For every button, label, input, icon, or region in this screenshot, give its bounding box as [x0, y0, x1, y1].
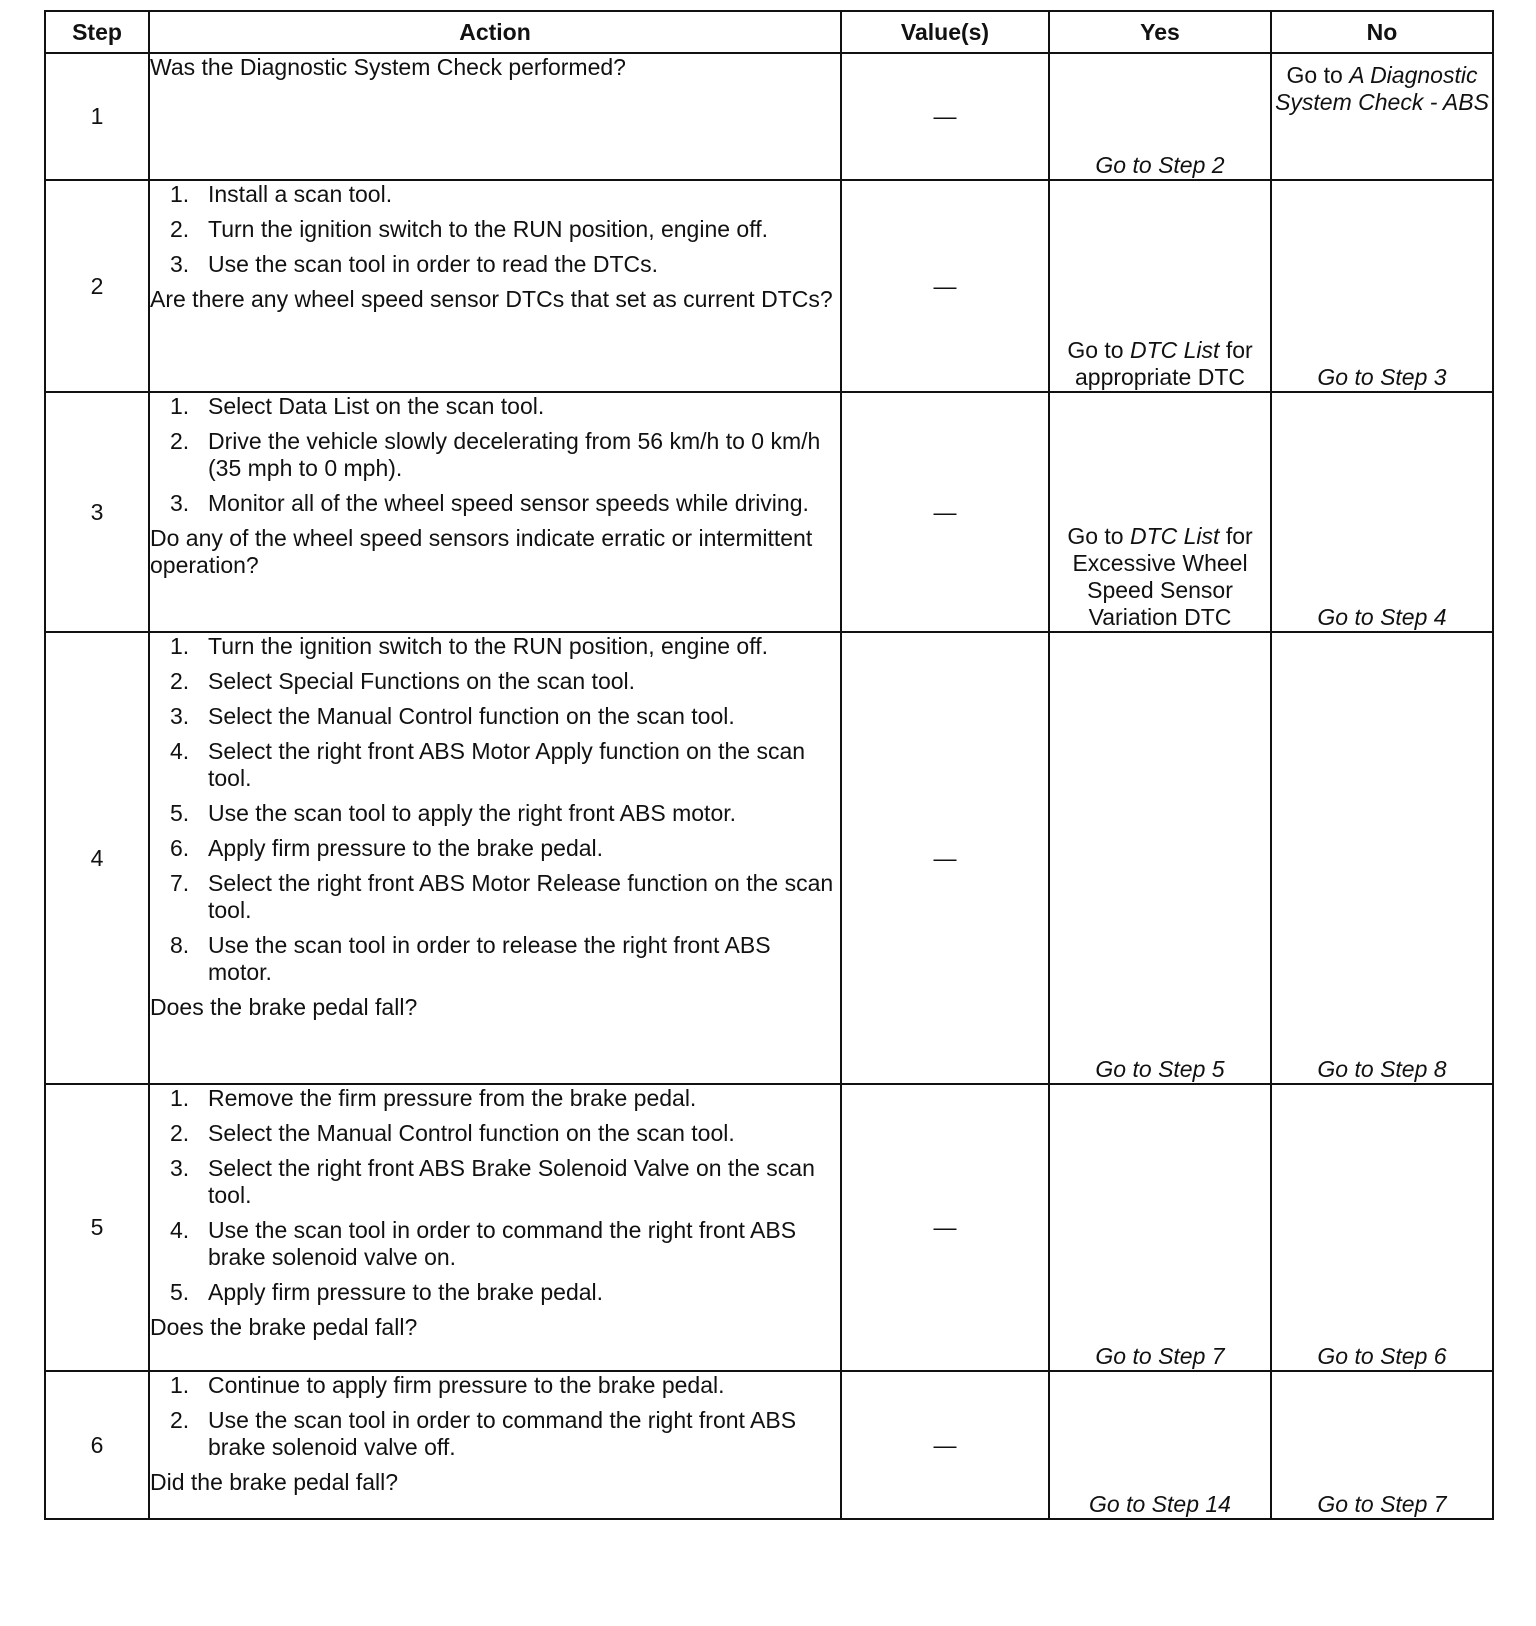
table-row: [45, 392, 1493, 632]
action-step-item: 4. Use the scan tool in order to command the right front ABS brake solenoid valve on.: [170, 1217, 797, 1270]
table-row: [45, 632, 1493, 1084]
header-action: Action: [149, 11, 841, 53]
no-prefix: Go to: [1286, 62, 1343, 88]
header-values: Value(s): [841, 11, 1049, 53]
yes-cell: [1049, 1371, 1271, 1519]
action-steps: [150, 181, 840, 278]
no-link[interactable]: Go to Step 7: [1317, 1491, 1447, 1517]
action-step-item: 2. Turn the ignition switch to the RUN position, engine off.: [170, 216, 768, 242]
no-link[interactable]: Go to Step 3: [1317, 364, 1447, 390]
no-cell: [1271, 1371, 1493, 1519]
header-no: No: [1271, 11, 1493, 53]
action-cell: [149, 632, 841, 1084]
yes-cell: [1049, 180, 1271, 392]
action-cell: [149, 1084, 841, 1371]
header-row: [45, 11, 1493, 53]
action-cell: [149, 53, 841, 180]
action-steps: [150, 393, 840, 517]
yes-suffix: for appropriate DTC: [1074, 337, 1253, 390]
yes-prefix: Go to: [1067, 523, 1124, 549]
action-step-item: 5. Apply firm pressure to the brake pedal.: [170, 1279, 604, 1305]
yes-link[interactable]: DTC List: [1129, 337, 1220, 363]
action-question: Did the brake pedal fall?: [150, 1469, 399, 1495]
no-link[interactable]: A Diagnostic System Check - ABS: [1275, 62, 1489, 115]
step-number: 4: [45, 632, 149, 1084]
header-yes: Yes: [1049, 11, 1271, 53]
no-cell: [1271, 180, 1493, 392]
action-cell: [149, 1371, 841, 1519]
action-step-item: 1. Select Data List on the scan tool.: [170, 393, 545, 419]
action-step-item: 2. Use the scan tool in order to command the right front ABS brake solenoid valve off.: [170, 1407, 797, 1460]
table-row: [45, 53, 1493, 180]
value-cell: —: [841, 1371, 1049, 1519]
diagnostic-table: [44, 10, 1494, 1520]
action-step-item: 2. Select the Manual Control function on the scan tool.: [170, 1120, 735, 1146]
action-question: Do any of the wheel speed sensors indicate erratic or intermittent operation?: [150, 525, 813, 578]
action-step-item: 1. Continue to apply firm pressure to the brake pedal.: [170, 1372, 725, 1398]
yes-link[interactable]: DTC List: [1129, 523, 1220, 549]
no-link[interactable]: Go to Step 4: [1317, 604, 1447, 630]
action-step-item: 4. Select the right front ABS Motor Apply function on the scan tool.: [170, 738, 806, 791]
table-row: [45, 1371, 1493, 1519]
yes-link[interactable]: Go to Step 2: [1095, 152, 1225, 178]
action-step-item: 1. Turn the ignition switch to the RUN position, engine off.: [170, 633, 768, 659]
action-question: Does the brake pedal fall?: [150, 1314, 418, 1340]
no-link[interactable]: Go to Step 6: [1317, 1343, 1447, 1369]
action-question: Are there any wheel speed sensor DTCs that set as current DTCs?: [150, 286, 833, 312]
action-step-item: 3. Select the right front ABS Brake Solenoid Valve on the scan tool.: [170, 1155, 815, 1208]
no-cell: [1271, 1084, 1493, 1371]
value-cell: —: [841, 392, 1049, 632]
table-row: [45, 1084, 1493, 1371]
yes-link[interactable]: Go to Step 7: [1095, 1343, 1225, 1369]
action-step-item: 3. Select the Manual Control function on the scan tool.: [170, 703, 735, 729]
action-step-item: 8. Use the scan tool in order to release the right front ABS motor.: [170, 932, 771, 985]
header-step: Step: [45, 11, 149, 53]
action-steps: [150, 1372, 840, 1461]
yes-link[interactable]: Go to Step 5: [1095, 1056, 1225, 1082]
yes-cell: [1049, 632, 1271, 1084]
action-step-item: 1. Install a scan tool.: [170, 181, 393, 207]
value-cell: —: [841, 632, 1049, 1084]
yes-cell: [1049, 53, 1271, 180]
action-step-item: 1. Remove the firm pressure from the brake pedal.: [170, 1085, 697, 1111]
action-step-item: 7. Select the right front ABS Motor Release function on the scan tool.: [170, 870, 834, 923]
yes-prefix: Go to: [1067, 337, 1124, 363]
step-number: 1: [45, 53, 149, 180]
action-step-item: 2. Drive the vehicle slowly decelerating from 56 km/h to 0 km/h (35 mph to 0 mph).: [170, 428, 821, 481]
table-row: [45, 180, 1493, 392]
no-link[interactable]: Go to Step 8: [1317, 1056, 1447, 1082]
action-cell: [149, 392, 841, 632]
action-question: Does the brake pedal fall?: [150, 994, 418, 1020]
step-number: 6: [45, 1371, 149, 1519]
value-cell: —: [841, 53, 1049, 180]
yes-suffix: for Excessive Wheel Speed Sensor Variation DTC: [1072, 523, 1253, 630]
step-number: 3: [45, 392, 149, 632]
action-question: Was the Diagnostic System Check performed?: [150, 54, 626, 80]
action-cell: [149, 180, 841, 392]
action-step-item: 3. Monitor all of the wheel speed sensor speeds while driving.: [170, 490, 809, 516]
no-cell: [1271, 632, 1493, 1084]
no-cell: [1271, 53, 1493, 180]
action-steps: [150, 1085, 840, 1306]
yes-cell: [1049, 392, 1271, 632]
action-step-item: 5. Use the scan tool to apply the right front ABS motor.: [170, 800, 737, 826]
step-number: 5: [45, 1084, 149, 1371]
yes-link[interactable]: Go to Step 14: [1089, 1491, 1231, 1517]
action-steps: [150, 633, 840, 986]
yes-cell: [1049, 1084, 1271, 1371]
no-cell: [1271, 392, 1493, 632]
action-step-item: 3. Use the scan tool in order to read the DTCs.: [170, 251, 658, 277]
action-step-item: 2. Select Special Functions on the scan tool.: [170, 668, 636, 694]
value-cell: —: [841, 180, 1049, 392]
step-number: 2: [45, 180, 149, 392]
value-cell: —: [841, 1084, 1049, 1371]
action-step-item: 6. Apply firm pressure to the brake pedal.: [170, 835, 604, 861]
